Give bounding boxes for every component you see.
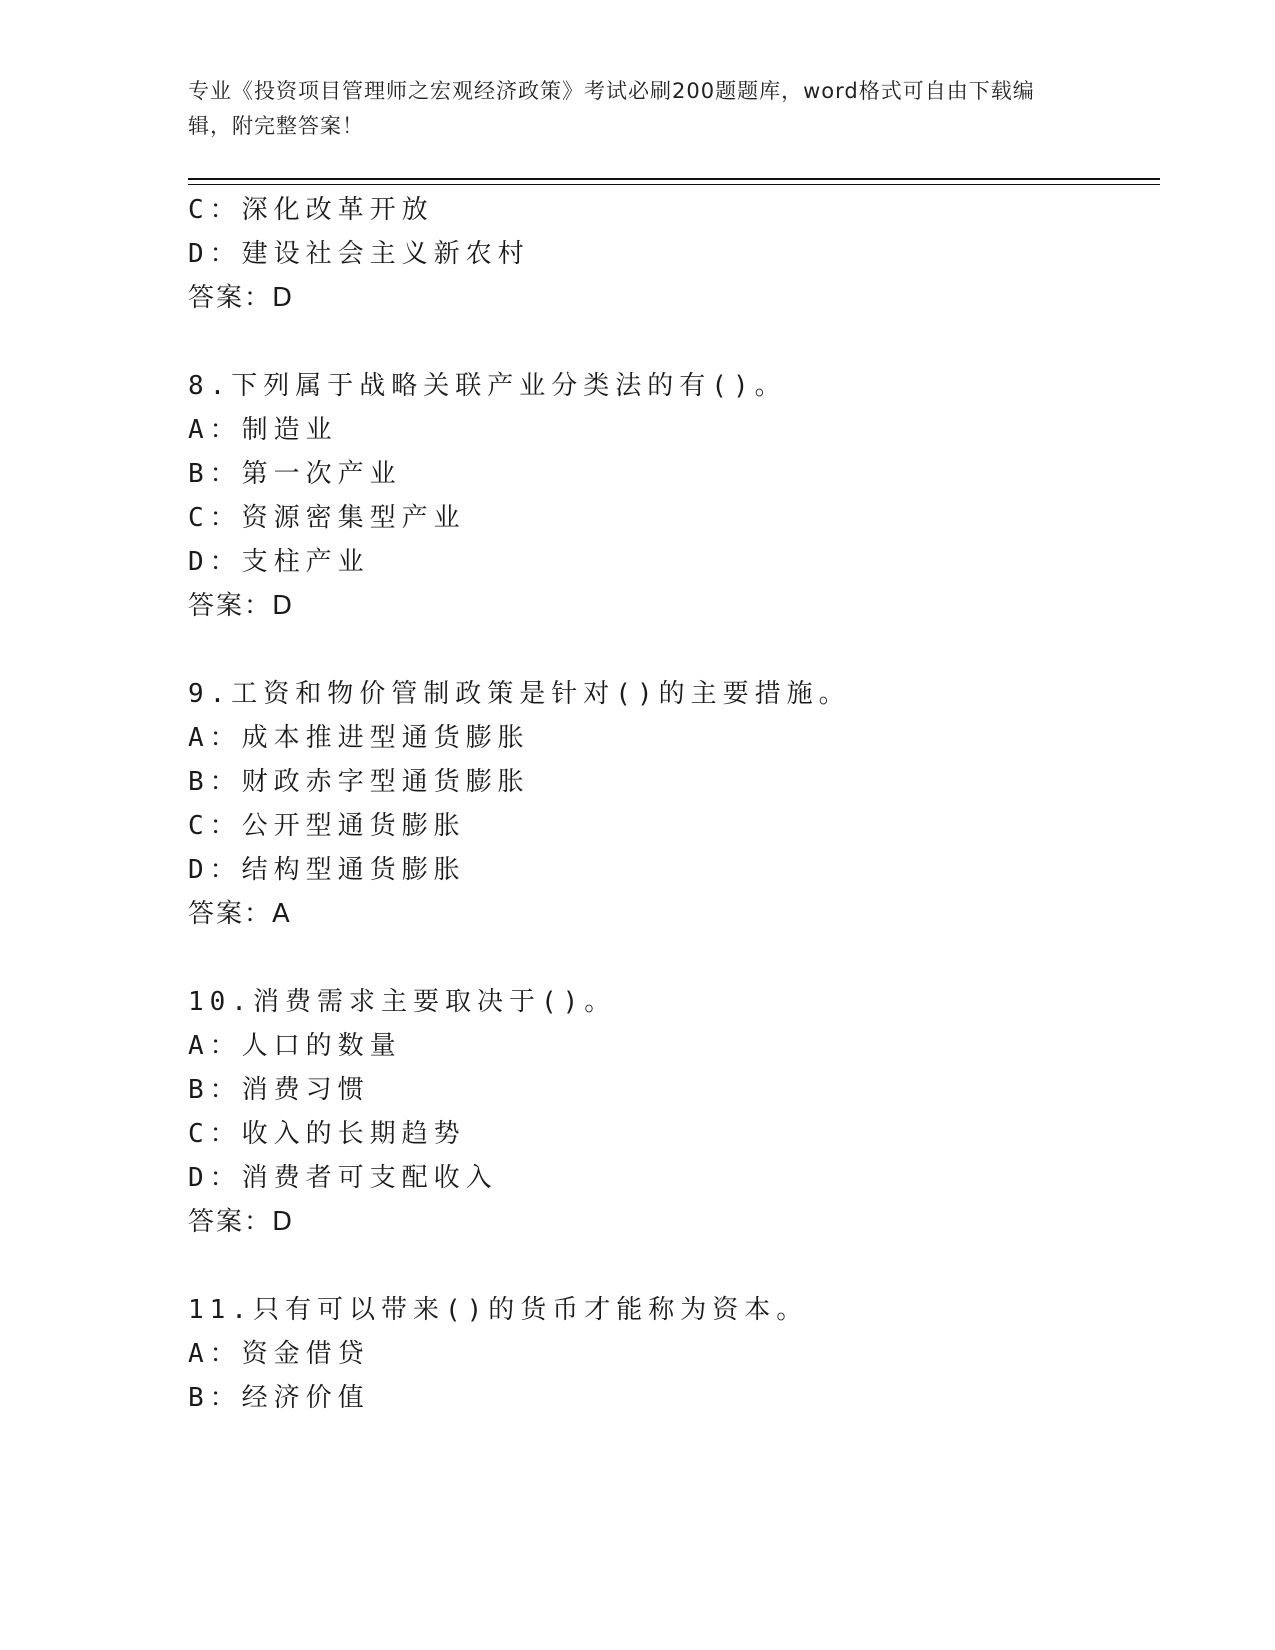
- answer-line: 答案：D: [188, 1207, 295, 1237]
- answer-line: 答案：A: [188, 899, 292, 929]
- header-text: 专业《投资项目管理师之宏观经济政策》考试必刷200题题库，word格式可自由下载编辑，附完整答案！: [188, 79, 1035, 138]
- option-line: D：建设社会主义新农村: [188, 239, 530, 269]
- option-line: A：人口的数量: [188, 1031, 402, 1061]
- answer-line: 答案：D: [188, 283, 295, 313]
- document-header: [188, 74, 1068, 144]
- option-line: B：经济价值: [188, 1383, 370, 1413]
- header-divider-thick: [188, 178, 1160, 180]
- option-line: D：消费者可支配收入: [188, 1163, 498, 1193]
- option-line: C：收入的长期趋势: [188, 1119, 466, 1149]
- question-line: 9.工资和物价管制政策是针对()的主要措施。: [188, 679, 851, 709]
- option-line: C：公开型通货膨胀: [188, 811, 466, 841]
- question-line: 11.只有可以带来()的货币才能称为资本。: [188, 1295, 809, 1325]
- option-line: B：第一次产业: [188, 459, 402, 489]
- header-divider-thin: [188, 184, 1160, 185]
- option-line: A：资金借贷: [188, 1339, 370, 1369]
- option-line: C：深化改革开放: [188, 195, 434, 225]
- option-line: B：财政赤字型通货膨胀: [188, 767, 530, 797]
- option-line: D：结构型通货膨胀: [188, 855, 466, 885]
- option-line: D：支柱产业: [188, 547, 370, 577]
- option-line: C：资源密集型产业: [188, 503, 466, 533]
- answer-line: 答案：D: [188, 591, 295, 621]
- option-line: B：消费习惯: [188, 1075, 370, 1105]
- question-line: 8.下列属于战略关联产业分类法的有()。: [188, 371, 787, 401]
- option-line: A：制造业: [188, 415, 338, 445]
- option-line: A：成本推进型通货膨胀: [188, 723, 530, 753]
- question-line: 10.消费需求主要取决于()。: [188, 987, 617, 1017]
